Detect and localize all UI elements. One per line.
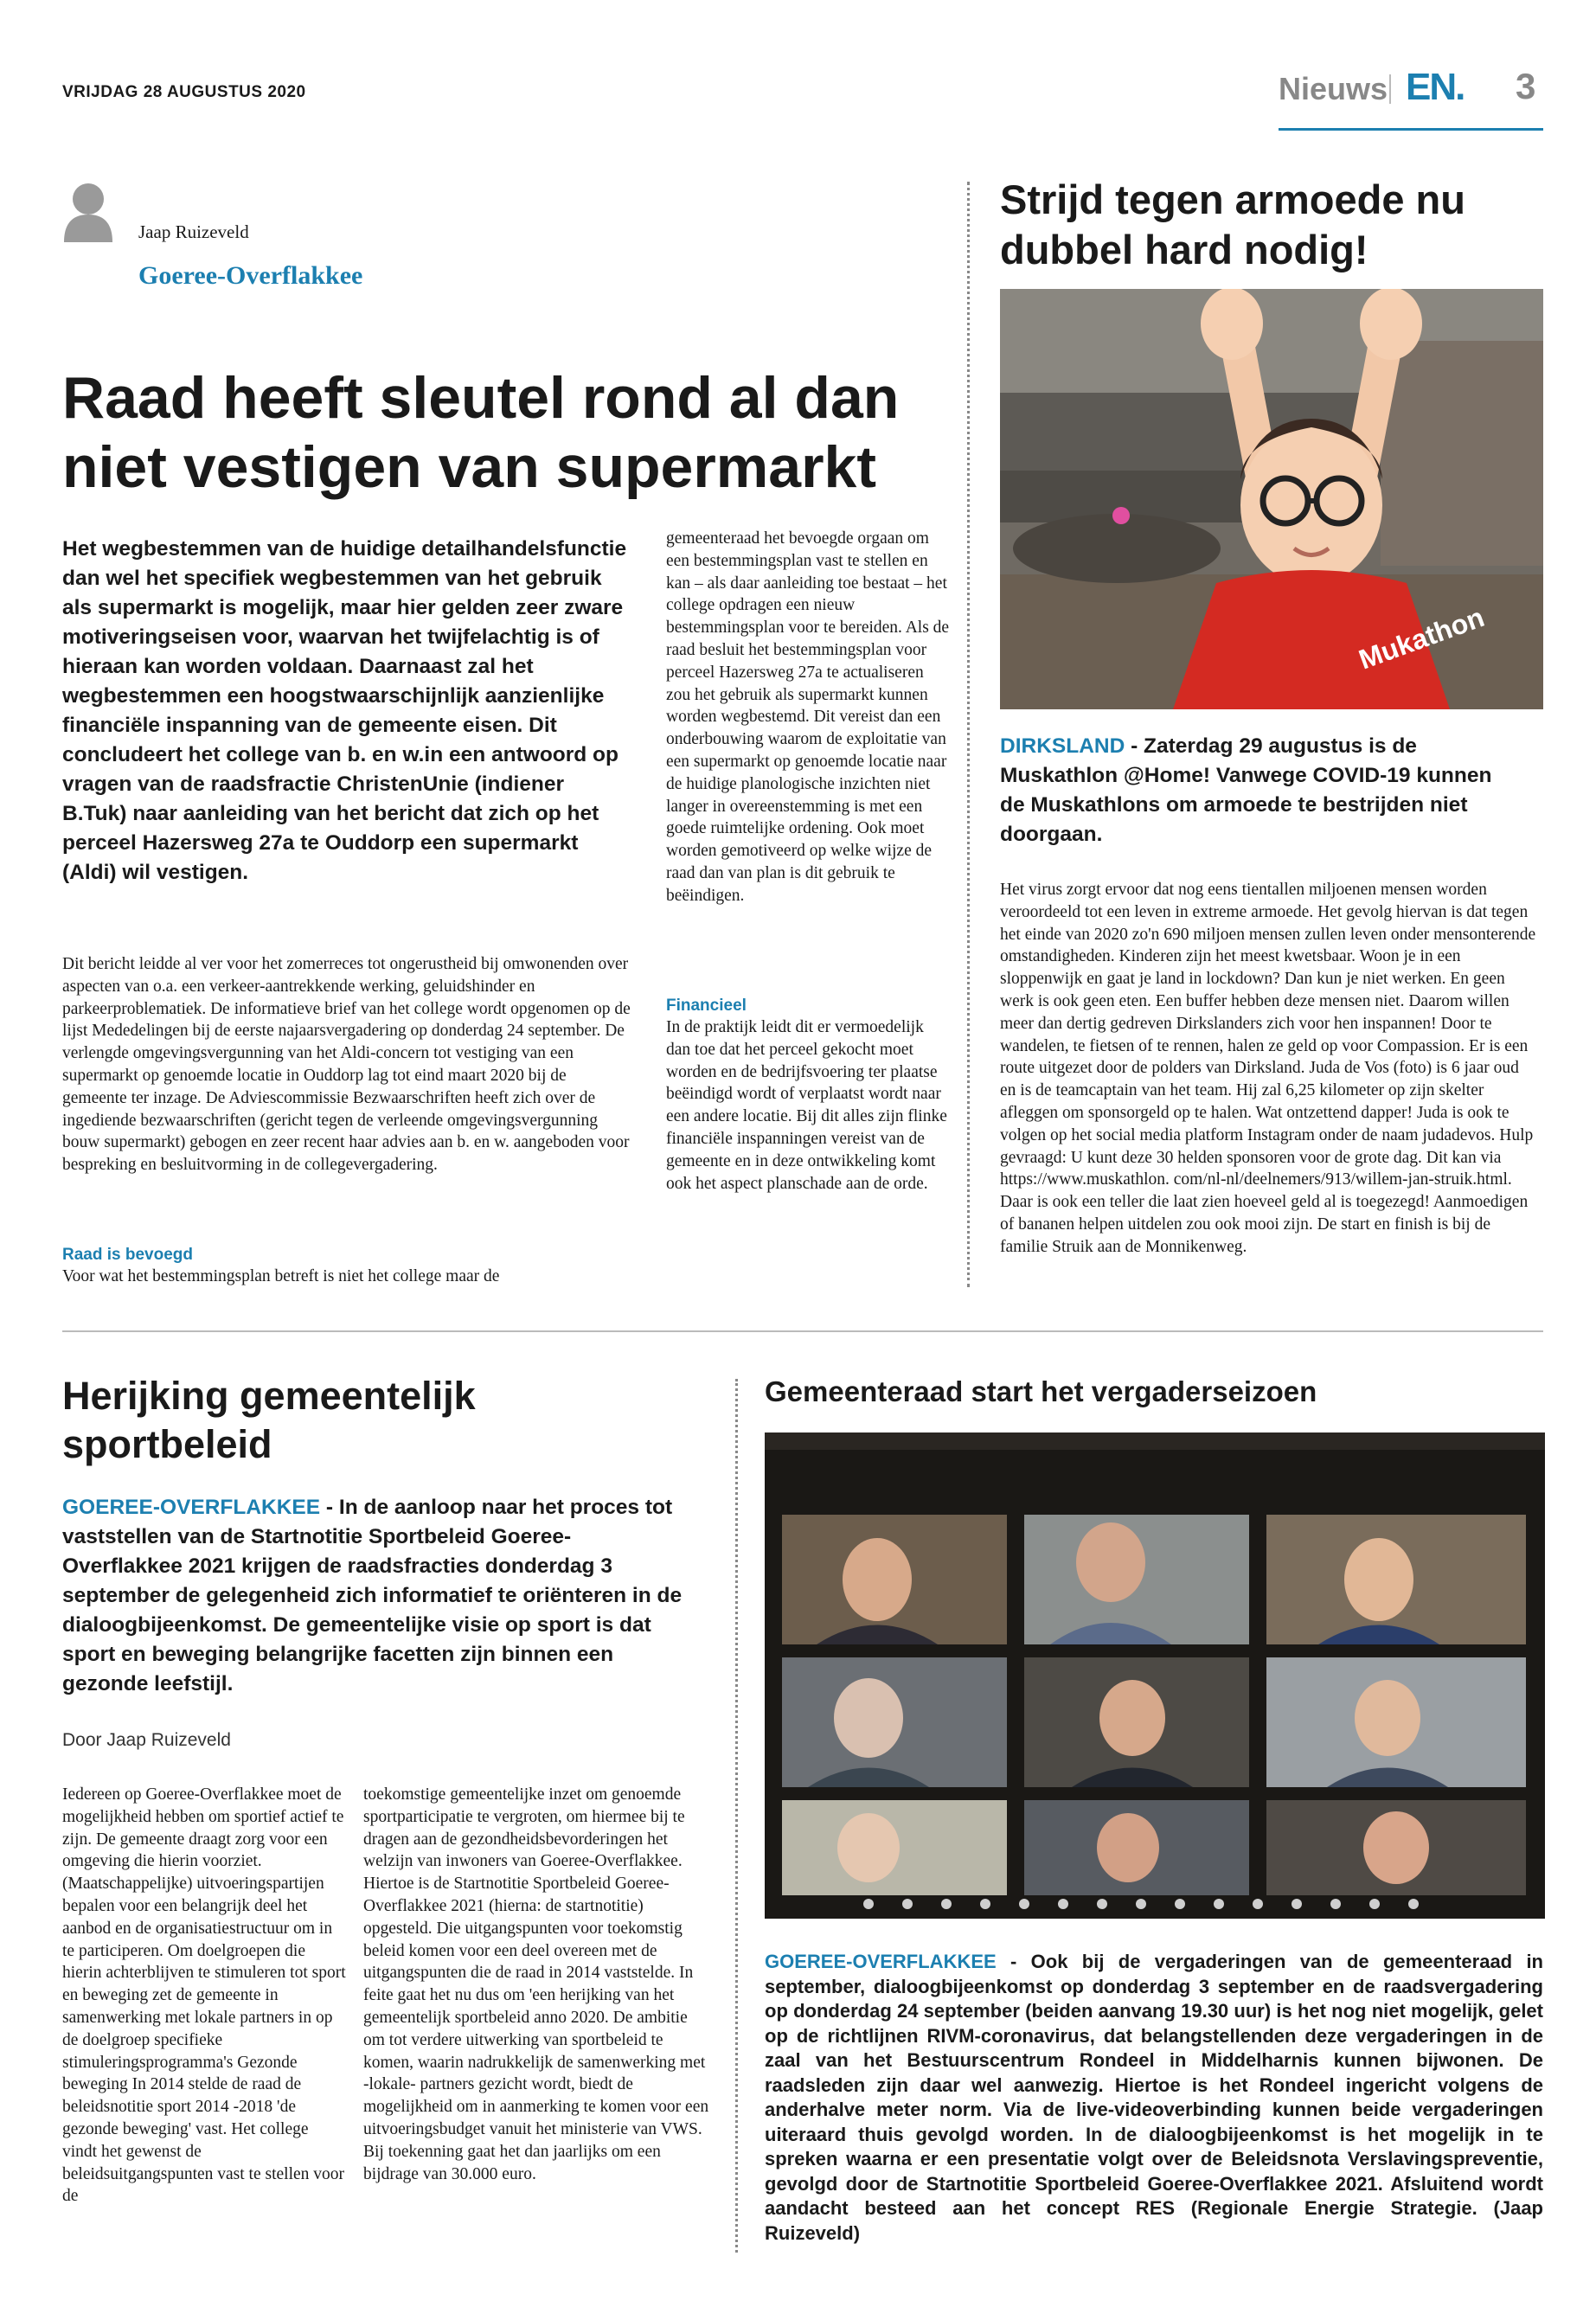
photo-videoconference bbox=[765, 1433, 1545, 1919]
dateline-goeree: GOEREE-OVERFLAKKEE bbox=[62, 1496, 321, 1519]
issue-date: VRIJDAG 28 AUGUSTUS 2020 bbox=[62, 83, 306, 101]
author-name: Jaap Ruizeveld bbox=[138, 221, 249, 242]
headline-supermarkt: Raad heeft sleutel rond al dan niet vestigen van supermarkt bbox=[62, 365, 900, 500]
dateline-dirksland: DIRKSLAND bbox=[1000, 734, 1125, 758]
body-supermarkt-2: Voor wat het bestemmingsplan betreft is niet het college maar de bbox=[62, 1267, 500, 1285]
lead-supermarkt: Het wegbestemmen van de huidige detailhandelsfunctie dan wel het specifiek wegbestemmen van het gebruik als supermarkt is mogelijk, maar hier gelden zeer zware motiveringseisen voor, waarvan het twijfelachtig is of hieraan kan worden voldaan. Daarnaast zal het wegbestemmen een hoogstwaarschijnlijk aanzienlijke financiële inspanning van de gemeente eisen. Dit concludeert het college van b. en w.in een antwoord op vragen van de raadsfractie ChristenUnie (indiener B.Tuk) naar aanleiding van het bericht dat zich op het perceel Hazersweg 27a te Ouddorp een supermarkt (Aldi) wil vestigen. bbox=[62, 537, 627, 884]
byline-sportbeleid: Door Jaap Ruizeveld bbox=[62, 1730, 231, 1750]
body-vergaderseizoen-text: - Ook bij de vergaderingen van de gemeenteraad in september, dialoogbijeenkomst op donderdag 3 september en de raadsvergadering op donderdag 24 september (beiden aanvang 19.30 uur) is het nog niet mogelijk, gelet op de richtlijnen RIVM-coronavirus, dat belangstellenden deze vergaderingen in de zaal van het Bestuurscentrum Rondeel in Middelharnis kunnen bijwonen. De raadsleden zijn daar wel aanwezig. Hiertoe is het Rondeel ingericht volgens de anderhalve meter norm. Via de live-videoverbinding kunnen beide vergaderingen uiteraard thuis gevolgd worden. In de dialoogbijeenkomst is het mogelijk in te spreken waarna er een presentatie volgt over de Beleidsnota Verslavingspreventie, gevolgd door de Startnotitie Sportbeleid Goeree-Overflakkee 2021. Afsluitend wordt aandacht besteed aan het concept RES (Regionale Energie Strategie. (Jaap Ruizeveld) bbox=[765, 1951, 1543, 2244]
headline-sportbeleid: Herijking gemeentelijk sportbeleid bbox=[62, 1374, 476, 1466]
region-label: Goeree-Overflakkee bbox=[138, 261, 363, 290]
body-supermarkt-1: Dit bericht leidde al ver voor het zomerreces tot ongerustheid bij omwonenden over aspecten van o.a. een verkeer-aantrekkende werking, geluidshinder en parkeerproblematiek. De informatieve brief van het college wordt opgenomen op de lijst Mededelingen bij de eerste najaarsvergadering op donderdag 24 september. De verlengde omgevingsvergunning van het Aldi-concern tot vestiging van een supermarkt op genoemde locatie in Ouddorp lag tot eind maart 2020 bij de gemeente ter inzage. De Adviescommissie Bezwaarschriften heeft zich over de ingediende bezwaarschriften (gericht tegen de verleende omgevingsvergunning bouw supermarkt) gebogen en zeer recent haar advies aan b. en w. aangeboden voor bespreking en besluitvorming in de collegevergadering. bbox=[62, 955, 631, 1175]
column-separator bbox=[967, 182, 970, 1287]
section-rule bbox=[62, 1330, 1543, 1332]
header-rule bbox=[1279, 128, 1543, 131]
photo-shirt-text: Mukathon bbox=[1355, 601, 1489, 676]
headline-vergaderseizoen: Gemeenteraad start het vergaderseizoen bbox=[765, 1375, 1317, 1407]
body-vergaderseizoen bbox=[765, 1950, 1543, 2246]
body-supermarkt-col2b: In de praktijk leidt dit er vermoedelijk dan toe dat het perceel gekocht moet worden en de bedrijfsvoering ter plaatse beëindigd wordt of verplaatst wordt naar een andere locatie. Bij dit alles zijn flinke financiële inspanningen vereist van de gemeente en in deze ontwikkeling komt ook het aspect planschade aan de orde. bbox=[666, 1018, 947, 1193]
newspaper-logo: EN. bbox=[1406, 66, 1465, 108]
lead-armoede bbox=[1000, 732, 1502, 849]
page-number: 3 bbox=[1516, 66, 1536, 106]
subhead-financieel: Financieel bbox=[666, 997, 747, 1015]
lead-sportbeleid bbox=[62, 1493, 685, 1699]
body-sportbeleid-col1: Iedereen op Goeree-Overflakkee moet de mogelijkheid hebben om sportief actief te zijn. De gemeente draagt zorg voor een omgeving die hierin voorziet. (Maatschappelijke) uitvoeringspartijen bepalen voor een belangrijk deel het aanbod en de organisatiestructuur om in te participeren. Om doelgroepen die hierin achterblijven te stimuleren tot sport en beweging zet de gemeente in samenwerking met lokale partners in op de doelgroep specifieke stimuleringsprogramma's Gezonde beweging In 2014 stelde de raad de beleidsnotitie sport 2014 -2018 'de gezonde beweging' vast. Het college vindt het gewenst de beleidsuitgangspunten vast te stellen voor de bbox=[62, 1785, 346, 2206]
photo-muskathlon bbox=[1000, 289, 1543, 709]
headline-armoede: Strijd tegen armoede nu dubbel hard nodig! bbox=[1000, 176, 1465, 272]
author-avatar-icon bbox=[62, 180, 114, 242]
section-label: Nieuws bbox=[1279, 71, 1388, 106]
lead-armoede-text: - Zaterdag 29 augustus is de Muskathlon @Home! Vanwege COVID-19 kunnen de Muskathlons om armoede te bestrijden niet doorgaan. bbox=[1000, 734, 1492, 846]
body-armoede: Het virus zorgt ervoor dat nog eens tientallen miljoenen mensen worden veroordeeld tot een leven in extreme armoede. Het gevolg hiervan is dat tegen het einde van 2020 zo'n 690 miljoen mensen zullen leven onder mensonterende omstandigheden. Kinderen zijn het meest kwetsbaar. Woon je in een sloppenwijk en gaat je land in lockdown? Dan kun je niet werken. En geen werk is ook geen eten. Een buffer hebben deze mensen niet. Daarom willen meer dan dertig gedreven Dirkslanders zich voor hen inspannen! Door te wandelen, te fietsen of te rennen, halen ze geld op voor Compassion. Er is een route uitgezet door de polders van Dirksland. Juda de Vos (foto) is 6 jaar oud en is de teamcaptain van het team. Hij zal 6,25 kilometer op zijn skelter afleggen om sponsorgeld op te halen. Wat ontzettend dapper! Juda is ook te volgen op het social media platform Instagram onder de naam judadevos. Hulp gevraagd: U kunt deze 30 helden sponsoren voor de grote dag. Dit kan via https://www.muskathlon. com/nl-nl/deelnemers/913/willem-jan-struik.html. Daar is ook een teller die laat zien hoeveel geld al is toegezegd! Aanmoedigen of bananen helpen uitdelen zou ook mooi zijn. De start en finish is bij de familie Struik aan de Monnikenweg. bbox=[1000, 881, 1536, 1256]
subhead-raad-bevoegd: Raad is bevoegd bbox=[62, 1246, 193, 1264]
column-separator-2 bbox=[735, 1379, 738, 2253]
lead-sportbeleid-text: - In de aanloop naar het proces tot vaststellen van de Startnotitie Sportbeleid Goeree-Overflakkee 2021 krijgen de raadsfracties donderdag 3 september de gelegenheid zich informatief te oriënteren in de dialoogbijeenkomst. De gemeentelijke visie op sport is dat sport en beweging belangrijke facetten zijn binnen een gezonde leefstijl. bbox=[62, 1496, 683, 1695]
header-divider bbox=[1389, 74, 1391, 104]
dateline-goeree-2: GOEREE-OVERFLAKKEE bbox=[765, 1951, 997, 1972]
body-sportbeleid-col2: toekomstige gemeentelijke inzet om genoemde sportparticipatie te vergroten, om hiermee bij te dragen aan de gezondheidsbevorderingen het welzijn van inwoners van Goeree-Overflakkee. Hiertoe is de Startnotitie Sportbeleid Goeree-Overflakkee 2021 (hierna: de startnotitie) opgesteld. Die uitgangspunten voor toekomstig beleid komen voor een deel overeen met de uitgangspunten die de raad in 2014 vaststelde. In feite gaat het nu dus om 'een herijking van het gemeentelijk sportbeleid anno 2020. De ambitie om tot verdere uitwerking van sportbeleid te komen, waarin nadrukkelijk de samenwerking met -lokale- partners gezicht wordt, biedt de mogelijkheid om in aanmerking te komen voor een uitvoeringsbudget vanuit het ministerie van VWS. Bij toekenning gaat het dan jaarlijks om een bijdrage van 30.000 euro. bbox=[363, 1785, 709, 2183]
body-supermarkt-col2: gemeenteraad het bevoegde orgaan om een bestemmingsplan vast te stellen en kan – als daar aanleiding toe bestaat – het college opdragen een nieuw bestemmingsplan voor te bereiden. Als de raad besluit het bestemmingsplan voor perceel Hazersweg 27a te actualiseren zou het gebruik als supermarkt kunnen worden wegbestemd. Dit vereist dan een onderbouwing waarom de exploitatie van een supermarkt op genoemde locatie naar de huidige planologische inzichten niet langer in overeenstemming is met een goede ruimtelijke ordening. Ook moet worden gemotiveerd op welke wijze de raad dan van plan is dit gebruik te beëindigen. bbox=[666, 529, 950, 905]
